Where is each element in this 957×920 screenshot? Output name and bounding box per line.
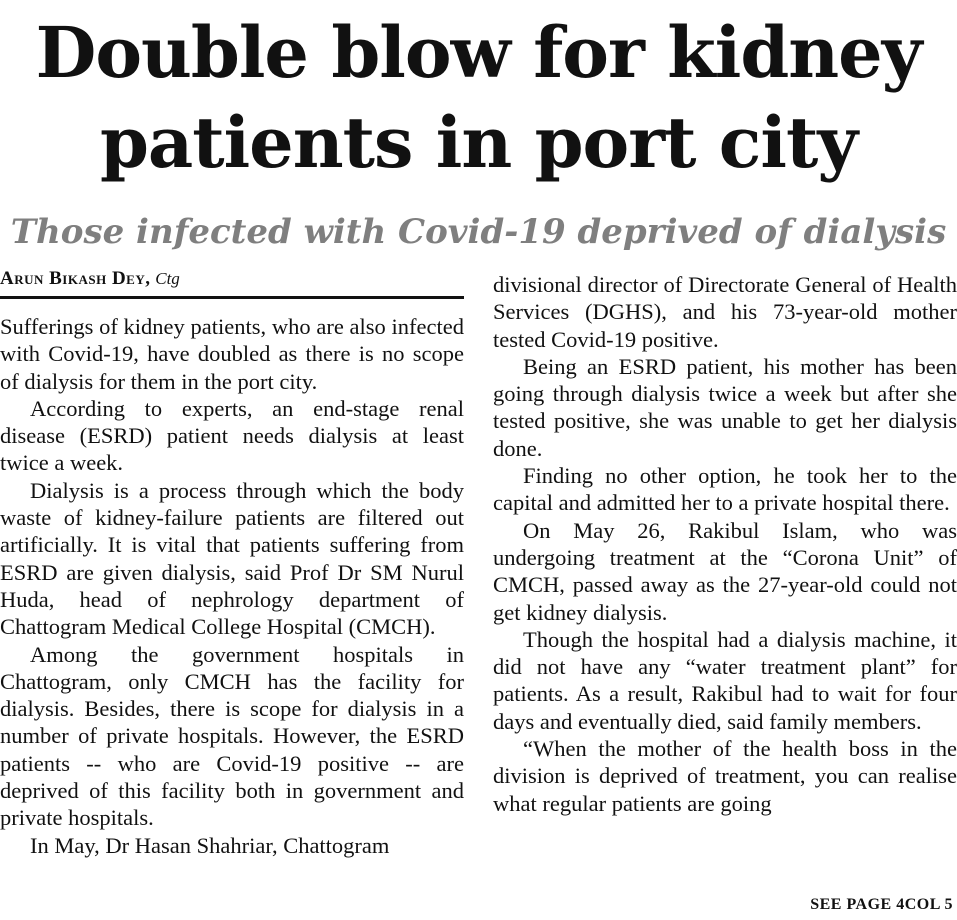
article-paragraph: On May 26, Rakibul Islam, who was undergoing treatment at the “Corona Unit” of CMCH, passed away as the 27-year-old could not get kidney dialysis. <box>493 517 957 625</box>
article-paragraph: Among the government hospitals in Chattogram, only CMCH has the facility for dialysis. Besides, there is scope for dialysis in a number of private hospitals. However, the ESRD patients -- who are Covid-19 positive -- are deprived of this facility both in government and private hospitals. <box>0 641 464 831</box>
article-paragraph: Dialysis is a process through which the body waste of kidney-failure patients are filtered out artificially. It is vital that patients suffering from ESRD are given dialysis, said Prof Dr SM Nurul Huda, head of nephrology department of Chattogram Medical College Hospital (CMCH). <box>0 477 464 640</box>
continuation-reference: SEE PAGE 4COL 5 <box>810 896 953 913</box>
article-paragraph: Though the hospital had a dialysis machine, it did not have any “water treatment plant” for patients. As a result, Rakibul had to wait for four days and eventually died, said family members. <box>493 626 957 734</box>
article-paragraph: According to experts, an end-stage renal disease (ESRD) patient needs dialysis at least twice a week. <box>0 395 464 476</box>
headline-line-2: patients in port city <box>99 101 858 184</box>
subheadline: Those infected with Covid-19 deprived of dialysis <box>10 212 947 252</box>
article-paragraph: Sufferings of kidney patients, who are also infected with Covid-19, have doubled as there is no scope of dialysis for them in the port city. <box>0 314 464 394</box>
byline-author: Arun Bikash Dey, <box>0 268 151 289</box>
byline <box>0 264 464 299</box>
headline-line-1: Double blow for kidney <box>35 11 922 94</box>
article-paragraph: Being an ESRD patient, his mother has been going through dialysis twice a week but after she tested positive, she was unable to get her dialysis done. <box>493 353 957 461</box>
article-paragraph: “When the mother of the health boss in the division is deprived of treatment, you can realise what regular patients are going <box>493 736 957 816</box>
byline-place: Ctg <box>155 269 180 288</box>
article-column-left <box>0 313 464 859</box>
article-column-right <box>493 271 957 817</box>
article-paragraph: In May, Dr Hasan Shahriar, Chattogram <box>30 832 390 858</box>
article-paragraph: Finding no other option, he took her to the capital and admitted her to a private hospital there. <box>493 463 957 516</box>
article-paragraph: divisional director of Directorate General of Health Services (DGHS), and his 73-year-old mother tested Covid-19 positive. <box>493 272 957 352</box>
headline <box>0 8 957 188</box>
